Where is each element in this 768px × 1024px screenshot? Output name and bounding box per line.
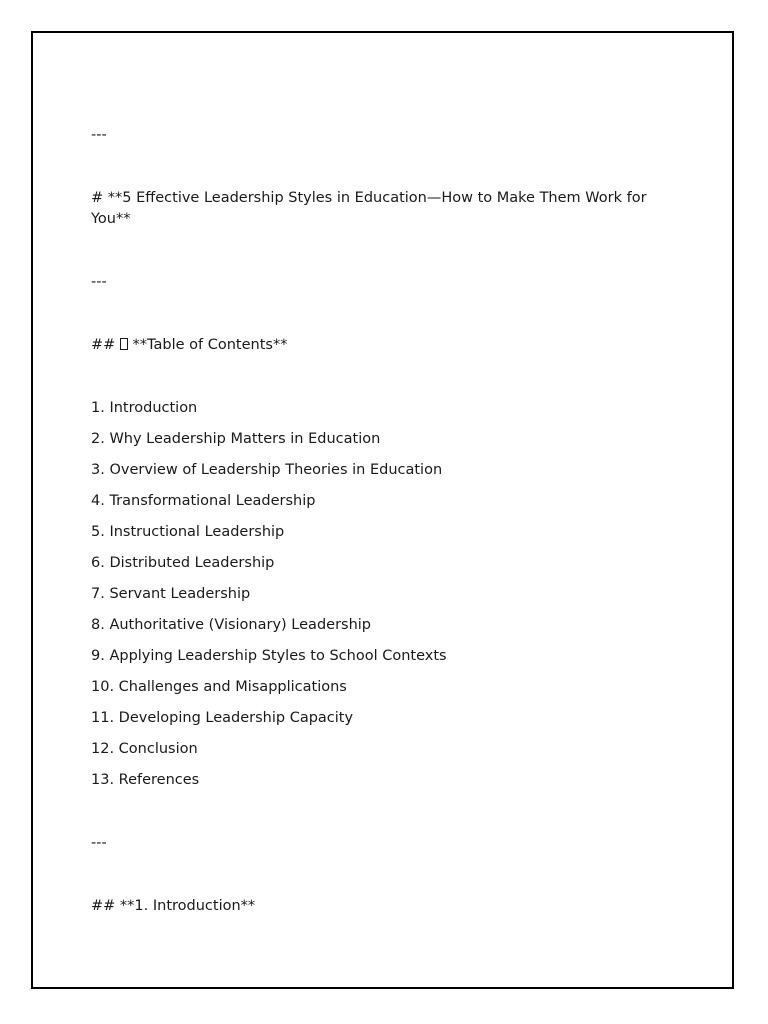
document-page [31, 31, 734, 989]
missing-glyph-box-icon [120, 338, 128, 350]
document-content [91, 125, 681, 917]
toc-item: 2. Why Leadership Matters in Education [91, 431, 381, 447]
section-heading-introduction: ## **1. Introduction** [91, 898, 256, 914]
toc-item: 7. Servant Leadership [91, 586, 251, 602]
toc-item: 9. Applying Leadership Styles to School Contexts [91, 648, 447, 664]
toc-item: 8. Authoritative (Visionary) Leadership [91, 617, 372, 633]
toc-item: 3. Overview of Leadership Theories in Education [91, 462, 443, 478]
toc-item: 6. Distributed Leadership [91, 555, 275, 571]
horizontal-rule-markdown: --- [91, 274, 107, 290]
horizontal-rule-markdown: --- [91, 127, 107, 143]
toc-item: 1. Introduction [91, 400, 198, 416]
document-title: # **5 Effective Leadership Styles in Education—How to Make Them Work for You** [91, 190, 647, 227]
toc-list [91, 398, 681, 791]
toc-heading-prefix: ## [91, 337, 120, 353]
toc-item: 5. Instructional Leadership [91, 524, 285, 540]
toc-item: 13. References [91, 772, 200, 788]
toc-heading-text: **Table of Contents** [127, 337, 288, 353]
toc-item: 4. Transformational Leadership [91, 493, 316, 509]
toc-heading [91, 335, 681, 356]
toc-item: 12. Conclusion [91, 741, 198, 757]
toc-item: 10. Challenges and Misapplications [91, 679, 347, 695]
horizontal-rule-markdown: --- [91, 835, 107, 851]
toc-item: 11. Developing Leadership Capacity [91, 710, 354, 726]
